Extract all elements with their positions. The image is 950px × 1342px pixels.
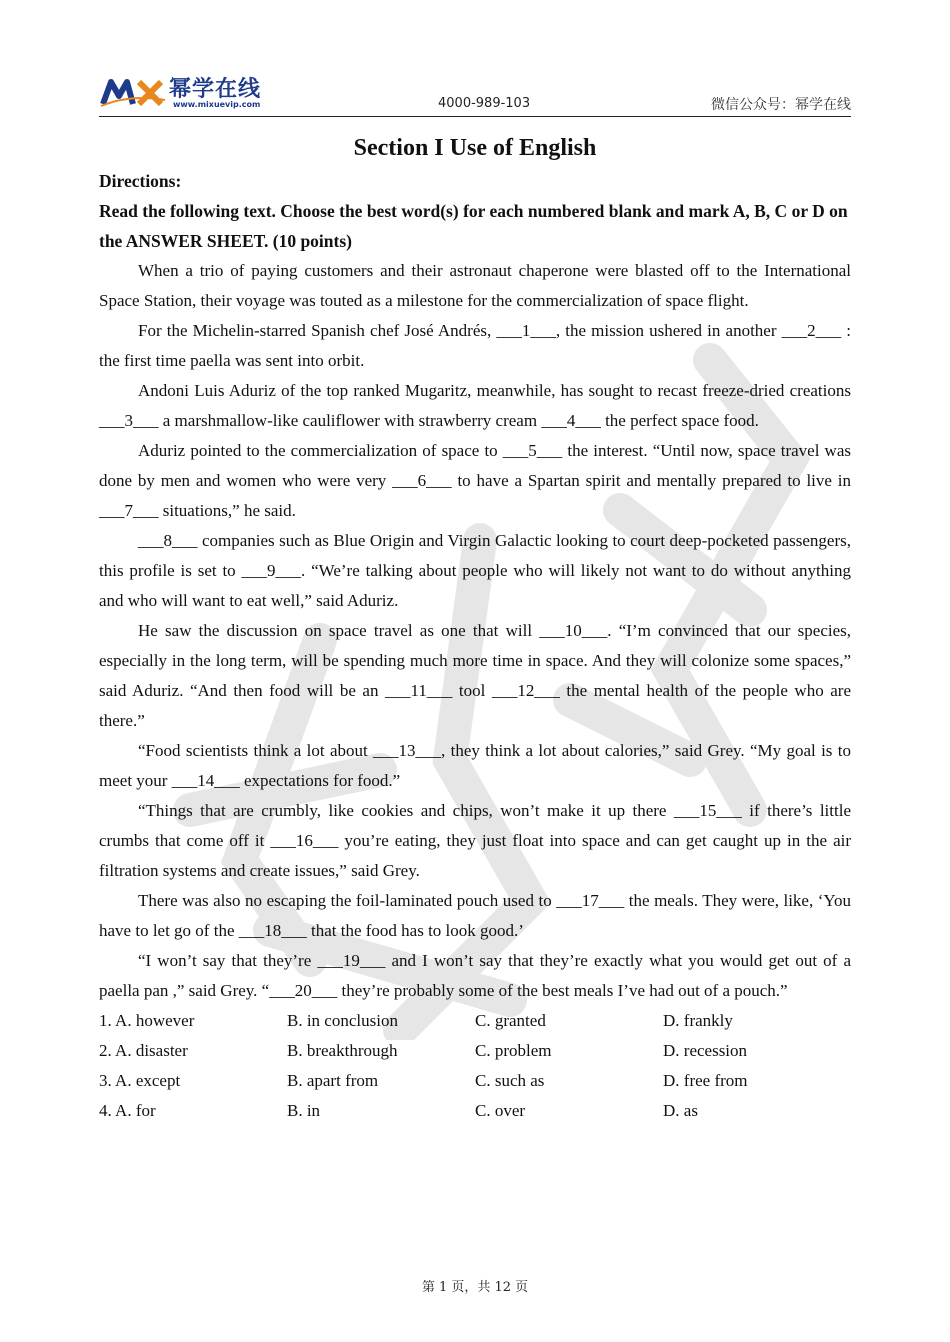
directions-text: Read the following text. Choose the best word(s) for each numbered blank and mark A, B, C or D on the ANSWER SHEET. (10 points)	[99, 201, 848, 251]
option-c: C. granted	[475, 1011, 546, 1030]
answer-options	[99, 1006, 851, 1126]
option-a: 3. A. except	[99, 1071, 181, 1090]
page-footer: 第 1 页，共 12 页	[421, 1280, 529, 1295]
option-row	[99, 1006, 851, 1036]
option-row	[99, 1066, 851, 1096]
passage-paragraph: Andoni Luis Aduriz of the top ranked Mugaritz, meanwhile, has sought to recast freeze-dried creations ___3___ a marshmallow-like cauliflower with strawberry cream ___4___ the perfect space food.	[99, 381, 851, 430]
option-b: B. in conclusion	[287, 1011, 398, 1030]
passage-paragraph: There was also no escaping the foil-laminated pouch used to ___17___ the meals. They were, like, ‘You have to let go of the ___18___ that the food has to look good.’	[99, 891, 851, 940]
option-d: D. recession	[663, 1041, 748, 1060]
passage-paragraph: When a trio of paying customers and their astronaut chaperone were blasted off to the International Space Station, their voyage was touted as a milestone for the commercialization of space flight.	[99, 261, 851, 310]
option-d: D. frankly	[663, 1011, 733, 1030]
page-header	[99, 70, 851, 117]
option-row	[99, 1096, 851, 1126]
phone-number: 4000-989-103	[438, 96, 531, 111]
directions-label: Directions:	[99, 171, 182, 191]
option-d: D. as	[663, 1101, 698, 1120]
option-a: 2. A. disaster	[99, 1041, 188, 1060]
mx-logo-icon	[99, 74, 169, 108]
wechat-account: 微信公众号：幂学在线	[711, 97, 851, 113]
passage-paragraph: For the Michelin-starred Spanish chef José Andrés, ___1___, the mission ushered in another ___2___ : the first time paella was sent into orbit.	[99, 321, 851, 370]
option-c: C. such as	[475, 1071, 545, 1090]
option-a: 4. A. for	[99, 1101, 156, 1120]
option-c: C. problem	[475, 1041, 552, 1060]
option-b: B. apart from	[287, 1071, 379, 1090]
passage-paragraph: “Things that are crumbly, like cookies and chips, won’t make it up there ___15___ if there’s little crumbs that come off it ___16___ you’re eating, they just float into space and can get caught up in the air filtration systems and create issues,” said Grey.	[99, 801, 851, 880]
option-row	[99, 1036, 851, 1066]
option-c: C. over	[475, 1101, 526, 1120]
passage-paragraph: ___8___ companies such as Blue Origin and Virgin Galactic looking to court deep-pocketed passengers, this profile is set to ___9___. “We’re talking about people who will likely not want to do without anything and who will want to eat well,” said Aduriz.	[99, 531, 851, 610]
section-title: Section I Use of English	[353, 135, 597, 161]
option-b: B. breakthrough	[287, 1041, 398, 1060]
exam-content	[99, 130, 851, 1126]
passage-paragraph: “I won’t say that they’re ___19___ and I won’t say that they’re exactly what you would get out of a paella pan ,” said Grey. “___20___ they’re probably some of the best meals I’ve had out of a pouch.”	[99, 951, 851, 1000]
logo-url: www.mixuevip.com	[173, 100, 261, 109]
passage-paragraph: Aduriz pointed to the commercialization of space to ___5___ the interest. “Until now, space travel was done by men and women who were very ___6___ to have a Spartan spirit and mentally prepared to live in ___7___ situations,” he said.	[99, 441, 851, 520]
option-b: B. in	[287, 1101, 321, 1120]
option-d: D. free from	[663, 1071, 748, 1090]
passage-paragraph: He saw the discussion on space travel as one that will ___10___. “I’m convinced that our species, especially in the long term, will be spending much more time in space. And they will colonize some spaces,” said Aduriz. “And then food will be an ___11___ tool ___12___ the mental health of the people who are there.”	[99, 621, 851, 730]
brand-logo	[99, 74, 279, 114]
logo-chinese-name: 幂学在线	[169, 77, 262, 102]
passage-paragraph: “Food scientists think a lot about ___13___, they think a lot about calories,” said Grey. “My goal is to meet your ___14___ expectations for food.”	[99, 741, 851, 790]
option-a: 1. A. however	[99, 1011, 195, 1030]
